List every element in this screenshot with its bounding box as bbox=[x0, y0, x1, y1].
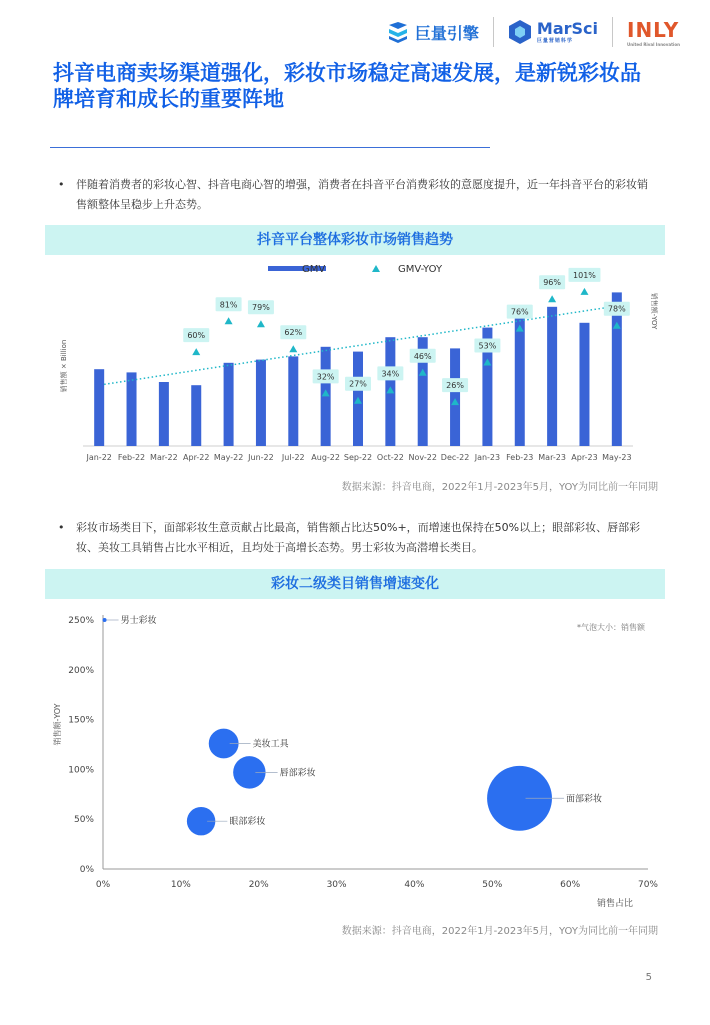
x-tick-label: May-23 bbox=[602, 453, 632, 462]
y-tick-label: 150% bbox=[68, 715, 94, 726]
title-divider bbox=[50, 147, 490, 148]
yoy-label: 46% bbox=[413, 351, 432, 361]
bullet-item bbox=[58, 175, 658, 215]
x-tick-label: Aug-22 bbox=[311, 453, 340, 462]
x-tick-label: 40% bbox=[404, 880, 425, 890]
yoy-label: 34% bbox=[381, 369, 400, 379]
x-tick-label: 60% bbox=[560, 880, 581, 890]
yoy-marker bbox=[289, 345, 297, 352]
x-tick-label: 70% bbox=[637, 880, 659, 890]
gmv-bar bbox=[256, 360, 266, 446]
marsci-subtext: 巨量营销科学 bbox=[536, 37, 573, 44]
inly-subtext: United Rival Innovation bbox=[627, 41, 680, 47]
x-tick-label: 10% bbox=[170, 880, 191, 890]
x-tick-label: Sep-22 bbox=[343, 453, 373, 462]
gmv-bar bbox=[94, 369, 104, 446]
y-tick-label: 250% bbox=[68, 616, 94, 626]
yoy-marker bbox=[225, 317, 233, 324]
source-note: 数据来源：抖音电商，2022年1月-2023年5月，YOY为同比前一年同期 bbox=[341, 482, 658, 493]
x-tick-label: Dec-22 bbox=[440, 453, 470, 462]
category-bubble-chart bbox=[0, 600, 710, 910]
gmv-bar bbox=[321, 347, 331, 446]
x-tick-label: 0% bbox=[95, 880, 111, 890]
yoy-label: 76% bbox=[510, 307, 529, 317]
source-note: 数据来源：抖音电商，2022年1月-2023年5月，YOY为同比前一年同期 bbox=[341, 926, 658, 937]
gmv-bar bbox=[515, 316, 525, 446]
y-tick-label: 200% bbox=[68, 665, 94, 676]
bubble-label: 男士彩妆 bbox=[120, 616, 157, 626]
sales-trend-chart bbox=[0, 256, 710, 470]
x-tick-label: Oct-22 bbox=[376, 453, 404, 462]
logo-divider bbox=[612, 17, 613, 47]
inly-text: INLY bbox=[627, 17, 680, 42]
bullet-dot: • bbox=[58, 178, 65, 191]
inly-logo bbox=[627, 18, 680, 47]
bubble-label: 眼部彩妆 bbox=[229, 817, 266, 828]
y-tick-label: 100% bbox=[68, 765, 94, 776]
yoy-marker bbox=[192, 348, 200, 355]
x-tick-label: Mar-22 bbox=[150, 453, 178, 462]
x-tick-label: Apr-23 bbox=[571, 453, 598, 462]
gmv-bar bbox=[191, 385, 201, 446]
marsci-icon bbox=[508, 19, 532, 45]
yoy-label: 78% bbox=[607, 304, 626, 314]
gmv-bar bbox=[579, 323, 589, 446]
legend-yoy-label: GMV-YOY bbox=[398, 264, 443, 275]
yoy-marker bbox=[580, 288, 588, 295]
yoy-label: 62% bbox=[284, 328, 303, 338]
y-tick-label: 50% bbox=[73, 815, 94, 826]
gmv-bar bbox=[450, 348, 460, 446]
x-tick-label: Nov-22 bbox=[408, 453, 437, 462]
x-tick-label: Jan-23 bbox=[474, 453, 501, 462]
gmv-bar bbox=[127, 372, 137, 446]
bubble-label: 面部彩妆 bbox=[565, 794, 603, 805]
x-tick-label: Jul-22 bbox=[281, 453, 305, 462]
x-tick-label: 30% bbox=[326, 880, 347, 890]
yoy-label: 101% bbox=[573, 270, 596, 280]
yoy-label: 96% bbox=[543, 278, 562, 288]
bubble-size-note: *气泡大小：销售额 bbox=[577, 623, 645, 632]
yoy-label: 27% bbox=[349, 379, 367, 389]
yoy-label: 32% bbox=[316, 372, 335, 382]
y2-axis-label: 销售额-YOY bbox=[650, 292, 658, 330]
yoy-label: 81% bbox=[219, 300, 238, 310]
gmv-bar bbox=[159, 382, 169, 446]
bubble-label: 唇部彩妆 bbox=[279, 768, 316, 779]
chart2-title: 彩妆二级类目销售增速变化 bbox=[45, 569, 665, 599]
bubble-point bbox=[103, 618, 107, 622]
x-tick-label: May-22 bbox=[213, 453, 244, 462]
page-title: 抖音电商卖场渠道强化，彩妆市场稳定高速发展，是新锐彩妆品牌培育和成长的重要阵地 bbox=[53, 61, 641, 111]
marsci-logo bbox=[508, 19, 598, 45]
logo-divider bbox=[493, 17, 494, 47]
yoy-marker bbox=[257, 320, 265, 327]
bubble-label: 美妆工具 bbox=[252, 739, 289, 750]
header-logos bbox=[386, 14, 680, 50]
x-tick-label: Feb-22 bbox=[117, 453, 146, 462]
bullet-text: 彩妆市场类目下，面部彩妆生意贡献占比最高，销售额占比达50%+，而增速也保持在50%以上；眼部彩妆、唇部彩妆、美妆工具销售占比水平相近，且均处于高增长态势。男士彩妆为高潜增长类目。 bbox=[76, 521, 641, 554]
ocean-engine-icon bbox=[386, 20, 410, 44]
yoy-marker bbox=[548, 295, 556, 302]
x-tick-label: Apr-22 bbox=[183, 453, 210, 462]
gmv-bar bbox=[224, 363, 234, 446]
x-tick-label: 50% bbox=[482, 880, 503, 890]
x-tick-label: Mar-23 bbox=[538, 453, 566, 462]
ocean-engine-logo bbox=[386, 20, 479, 44]
bullet-text: 伴随着消费者的彩妆心智、抖音电商心智的增强，消费者在抖音平台消费彩妆的意愿度提升，近一年抖音平台的彩妆销售额整体呈稳步上升态势。 bbox=[76, 178, 648, 211]
x-tick-label: 20% bbox=[248, 880, 269, 890]
bullet-item bbox=[58, 518, 658, 558]
x-tick-label: Feb-23 bbox=[506, 453, 534, 462]
y-axis-label: 销售额-YOY bbox=[53, 703, 62, 746]
yoy-label: 60% bbox=[187, 331, 206, 341]
x-axis-label: 销售占比 bbox=[596, 899, 633, 909]
yoy-label: 53% bbox=[478, 341, 497, 351]
gmv-bar bbox=[288, 356, 298, 446]
ocean-engine-text: 巨量引擎 bbox=[414, 23, 479, 43]
yoy-label: 79% bbox=[252, 303, 270, 313]
x-tick-label: Jan-22 bbox=[86, 453, 112, 462]
page-number: 5 bbox=[645, 972, 652, 983]
bullet-dot: • bbox=[58, 521, 65, 534]
marsci-text: MarSci bbox=[536, 18, 598, 38]
legend-yoy-marker bbox=[372, 265, 380, 272]
gmv-bar bbox=[547, 307, 557, 446]
x-tick-label: Jun-22 bbox=[248, 453, 274, 462]
legend-gmv-label: GMV bbox=[302, 264, 326, 275]
y-axis-label: 销售额 × Billion bbox=[60, 339, 68, 393]
y-tick-label: 0% bbox=[79, 865, 94, 875]
yoy-label: 26% bbox=[446, 381, 464, 391]
chart1-title: 抖音平台整体彩妆市场销售趋势 bbox=[45, 225, 665, 255]
